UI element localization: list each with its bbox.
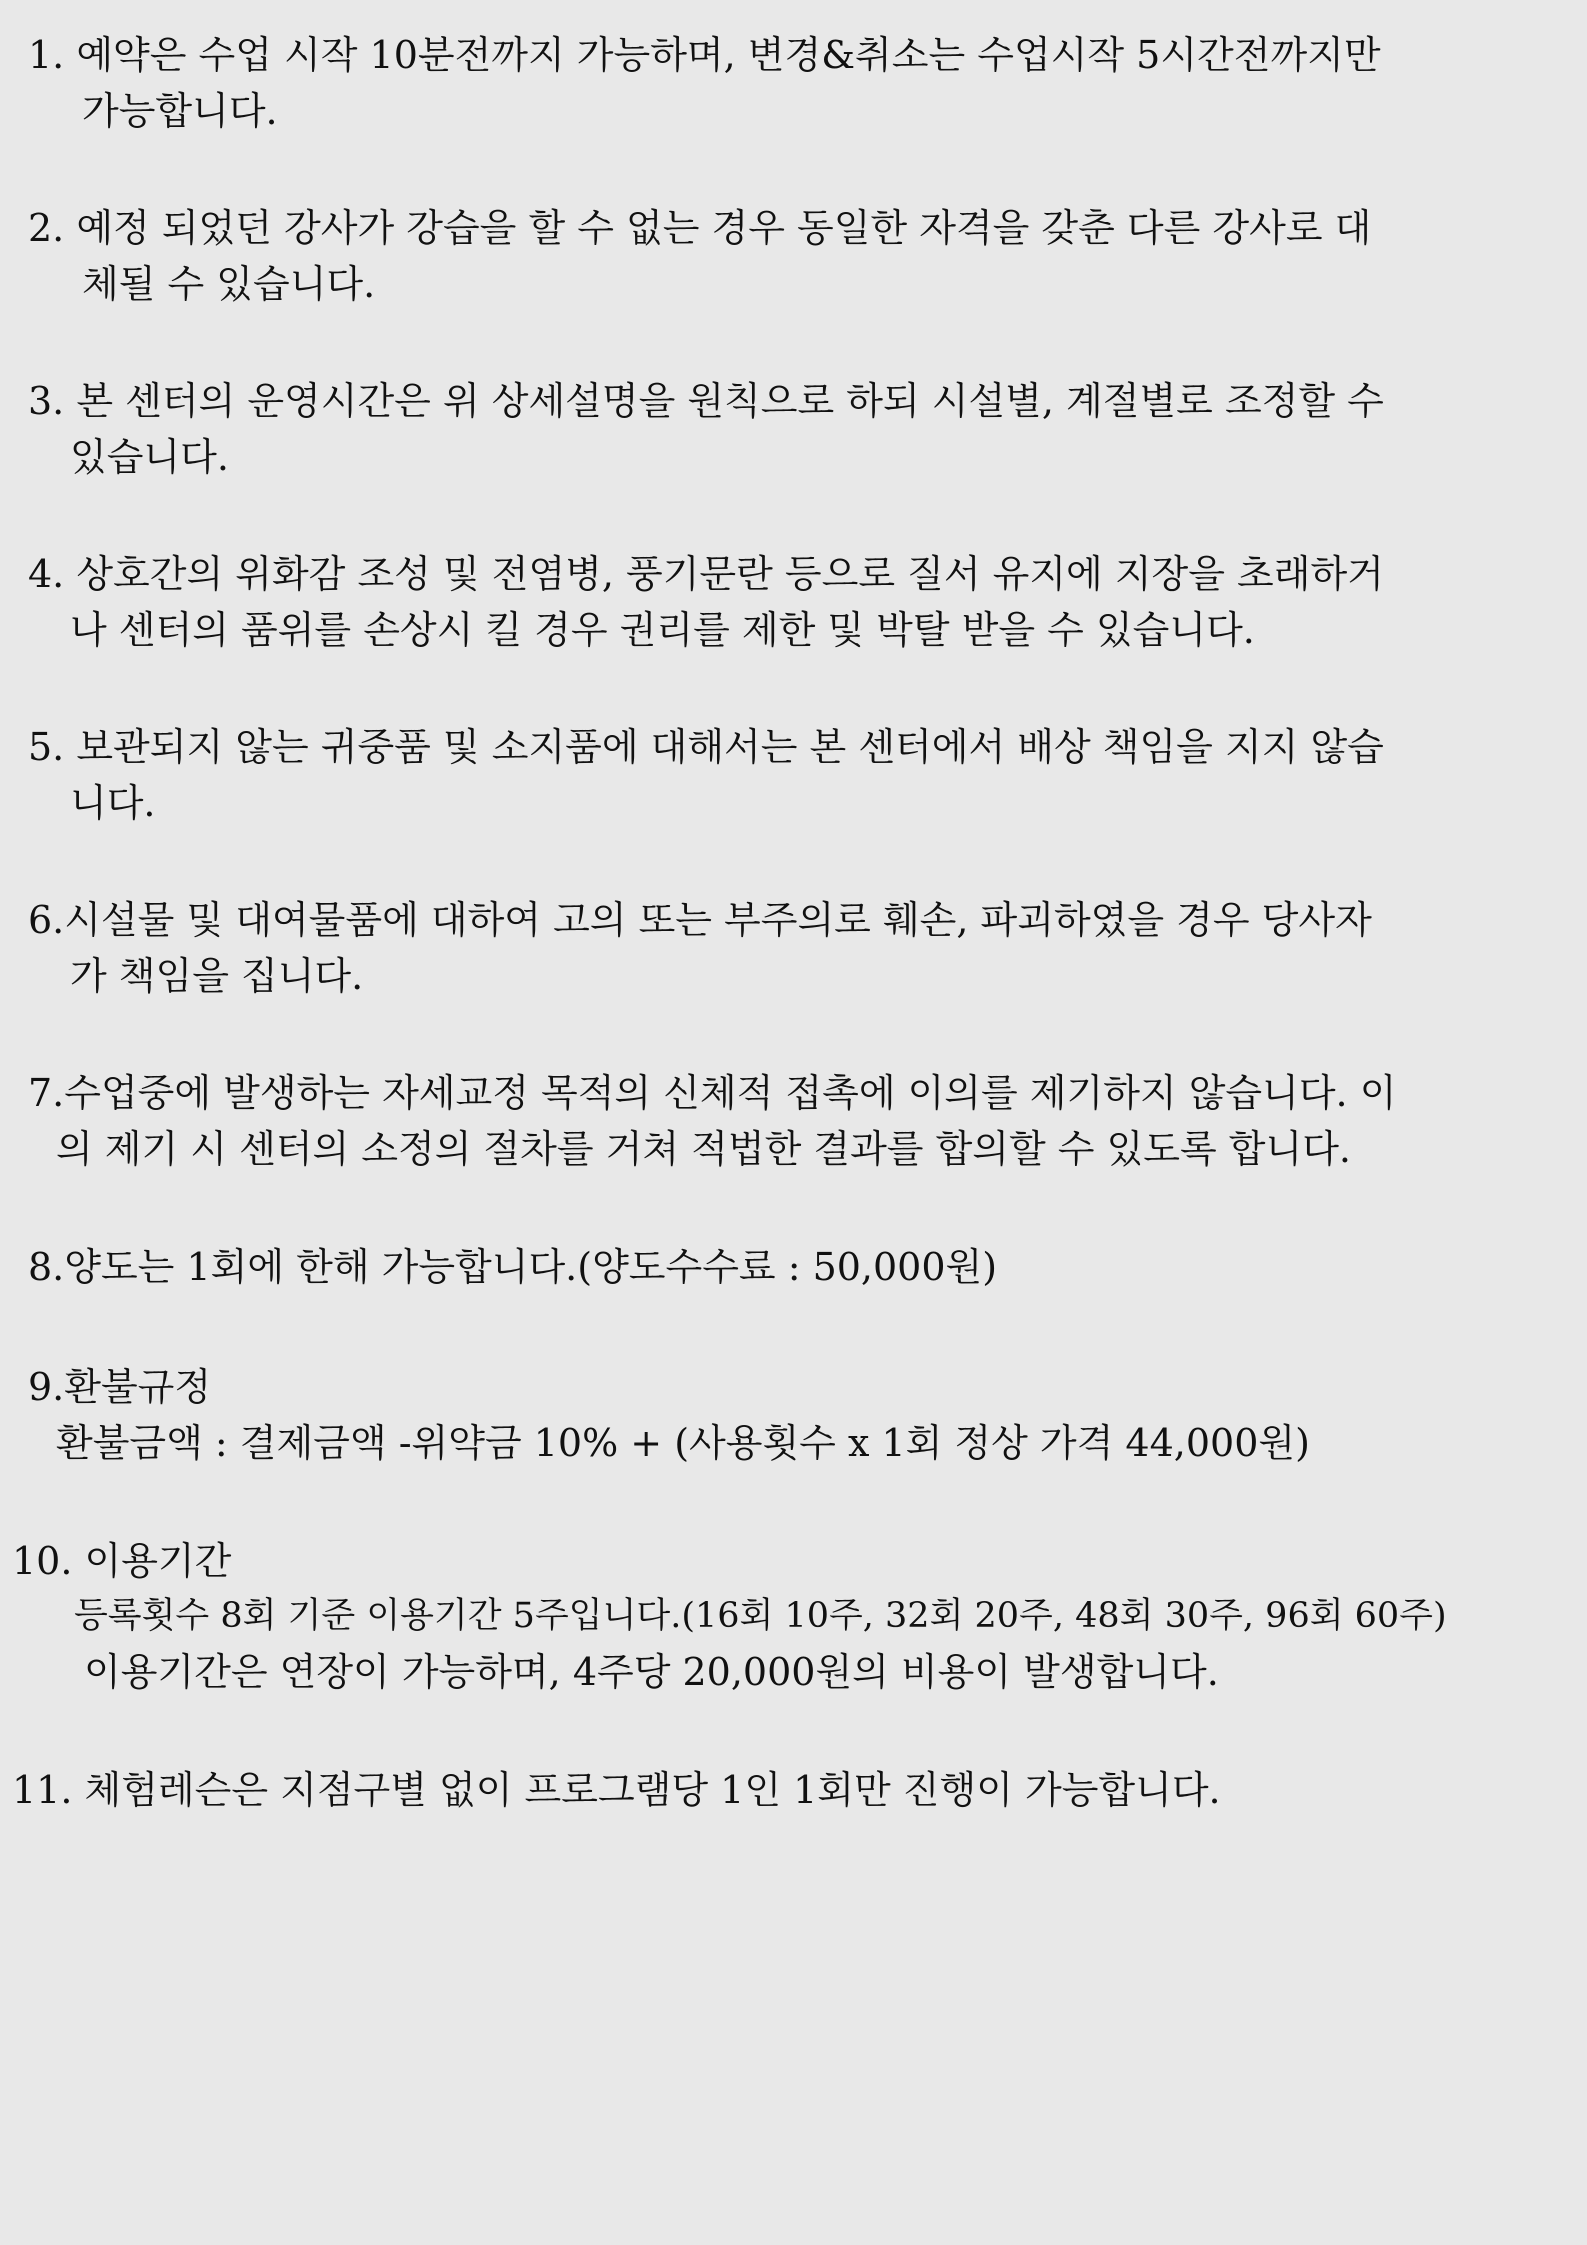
term-4-line-2: 나 센터의 품위를 손상시 킬 경우 권리를 제한 및 박탈 받을 수 있습니다.: [70, 608, 1255, 652]
term-3-line-1: 3. 본 센터의 운영시간은 위 상세설명을 원칙으로 하되 시설별, 계절별로 조정할 수: [28, 379, 1384, 423]
term-1-line-1: 1. 예약은 수업 시작 10분전까지 가능하며, 변경&취소는 수업시작 5시간전까지만: [28, 33, 1381, 77]
term-1-line-2: 가능합니다.: [82, 89, 278, 133]
term-8-line-1: 8.양도는 1회에 한해 가능합니다.(양도수수료 : 50,000원): [28, 1245, 998, 1289]
term-6-line-1: 6.시설물 및 대여물품에 대하여 고의 또는 부주의로 훼손, 파괴하였을 경우 당사자: [28, 898, 1372, 942]
term-5-line-1: 5. 보관되지 않는 귀중품 및 소지품에 대해서는 본 센터에서 배상 책임을 지지 않습: [28, 725, 1384, 769]
term-9-heading: 9.환불규정: [28, 1365, 212, 1409]
term-7-line-1: 7.수업중에 발생하는 자세교정 목적의 신체적 접촉에 이의를 제기하지 않습니다. 이: [28, 1071, 1397, 1115]
term-3-line-2: 있습니다.: [70, 435, 229, 479]
term-5-line-2: 니다.: [70, 781, 156, 825]
term-11-line-1: 11. 체험레슨은 지점구별 없이 프로그램당 1인 1회만 진행이 가능합니다.: [12, 1768, 1221, 1812]
term-6-line-2: 가 책임을 집니다.: [70, 954, 364, 998]
term-10-line-2: 등록횟수 8회 기준 이용기간 5주입니다.(16회 10주, 32회 20주, 48회 30주, 96회 60주): [74, 1596, 1447, 1636]
term-2-line-1: 2. 예정 되었던 강사가 강습을 할 수 없는 경우 동일한 자격을 갖춘 다른 강사로 대: [28, 206, 1372, 250]
term-4-line-1: 4. 상호간의 위화감 조성 및 전염병, 풍기문란 등으로 질서 유지에 지장을 초래하거: [28, 552, 1384, 596]
term-2-line-2: 체될 수 있습니다.: [82, 262, 376, 306]
term-9-line-2: 환불금액 : 결제금액 -위약금 10% + (사용횟수 x 1회 정상 가격 44,000원): [56, 1421, 1310, 1465]
term-10-line-3: 이용기간은 연장이 가능하며, 4주당 20,000원의 비용이 발생합니다.: [84, 1650, 1219, 1694]
term-7-line-2: 의 제기 시 센터의 소정의 절차를 거쳐 적법한 결과를 합의할 수 있도록 합니다.: [56, 1127, 1351, 1171]
term-10-heading: 10. 이용기간: [12, 1539, 232, 1583]
